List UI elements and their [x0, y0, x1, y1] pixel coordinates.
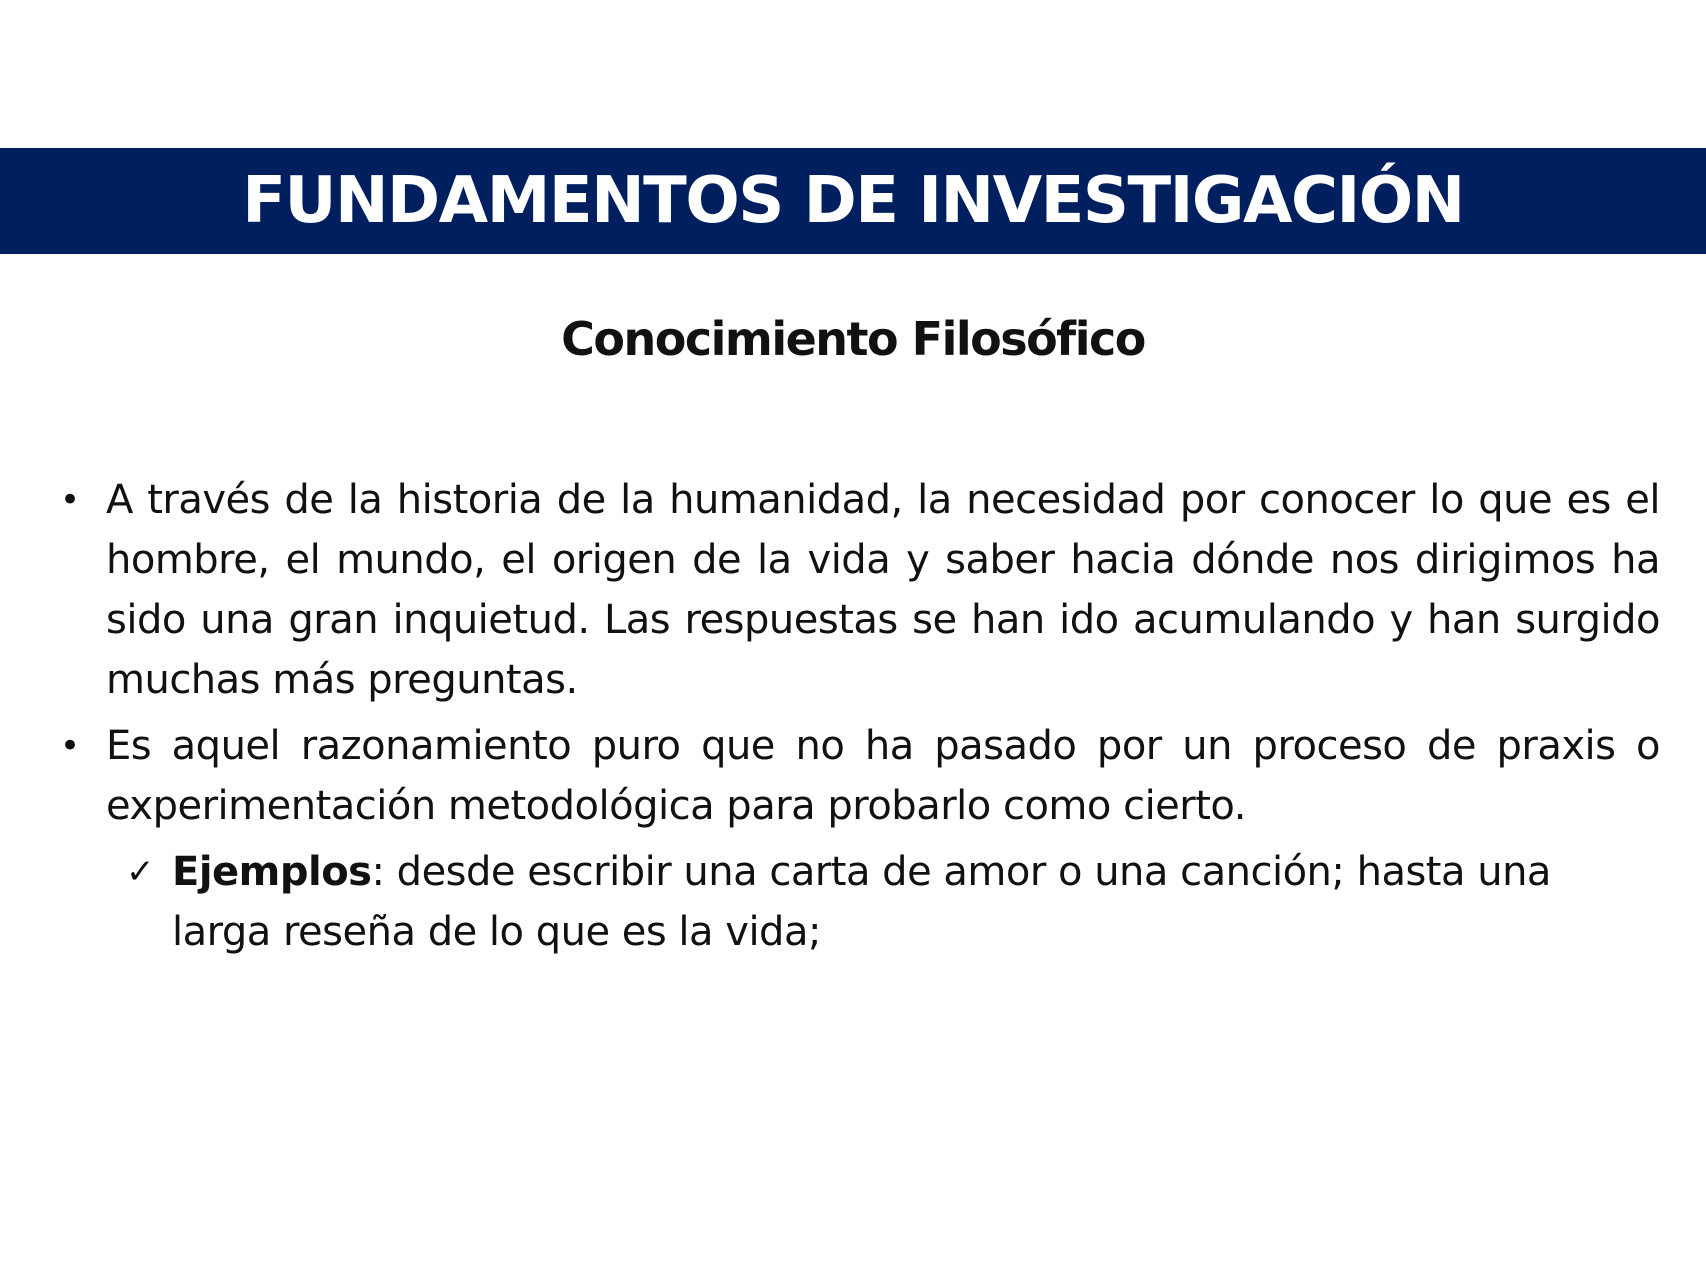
slide-title: FUNDAMENTOS DE INVESTIGACIÓN: [242, 164, 1464, 238]
example-text: : desde escribir una carta de amor o una canción; hasta una larga reseña de lo que es la vida;: [172, 849, 1551, 955]
bullet-item: [56, 470, 1660, 710]
example-label: Ejemplos: [172, 849, 372, 895]
example-item: [56, 842, 1652, 962]
slide-subtitle: Conocimiento Filosófico: [561, 312, 1145, 366]
checkmark-icon: ✓: [126, 852, 154, 892]
bullet-text: Es aquel razonamiento puro que no ha pasado por un proceso de praxis o experimentación metodológica para probarlo como cierto.: [106, 723, 1660, 829]
bullet-text: A través de la historia de la humanidad, la necesidad por conocer lo que es el hombre, el mundo, el origen de la vida y saber hacia dónde nos dirigimos ha sido una gran inquietud. Las respuestas se han ido acumulando y han surgido muchas más preguntas.: [106, 477, 1660, 703]
title-band: [0, 148, 1706, 254]
bullet-icon: •: [60, 726, 80, 766]
bullet-icon: •: [60, 480, 80, 520]
bullet-item: [56, 716, 1660, 836]
slide-content: [56, 470, 1660, 962]
